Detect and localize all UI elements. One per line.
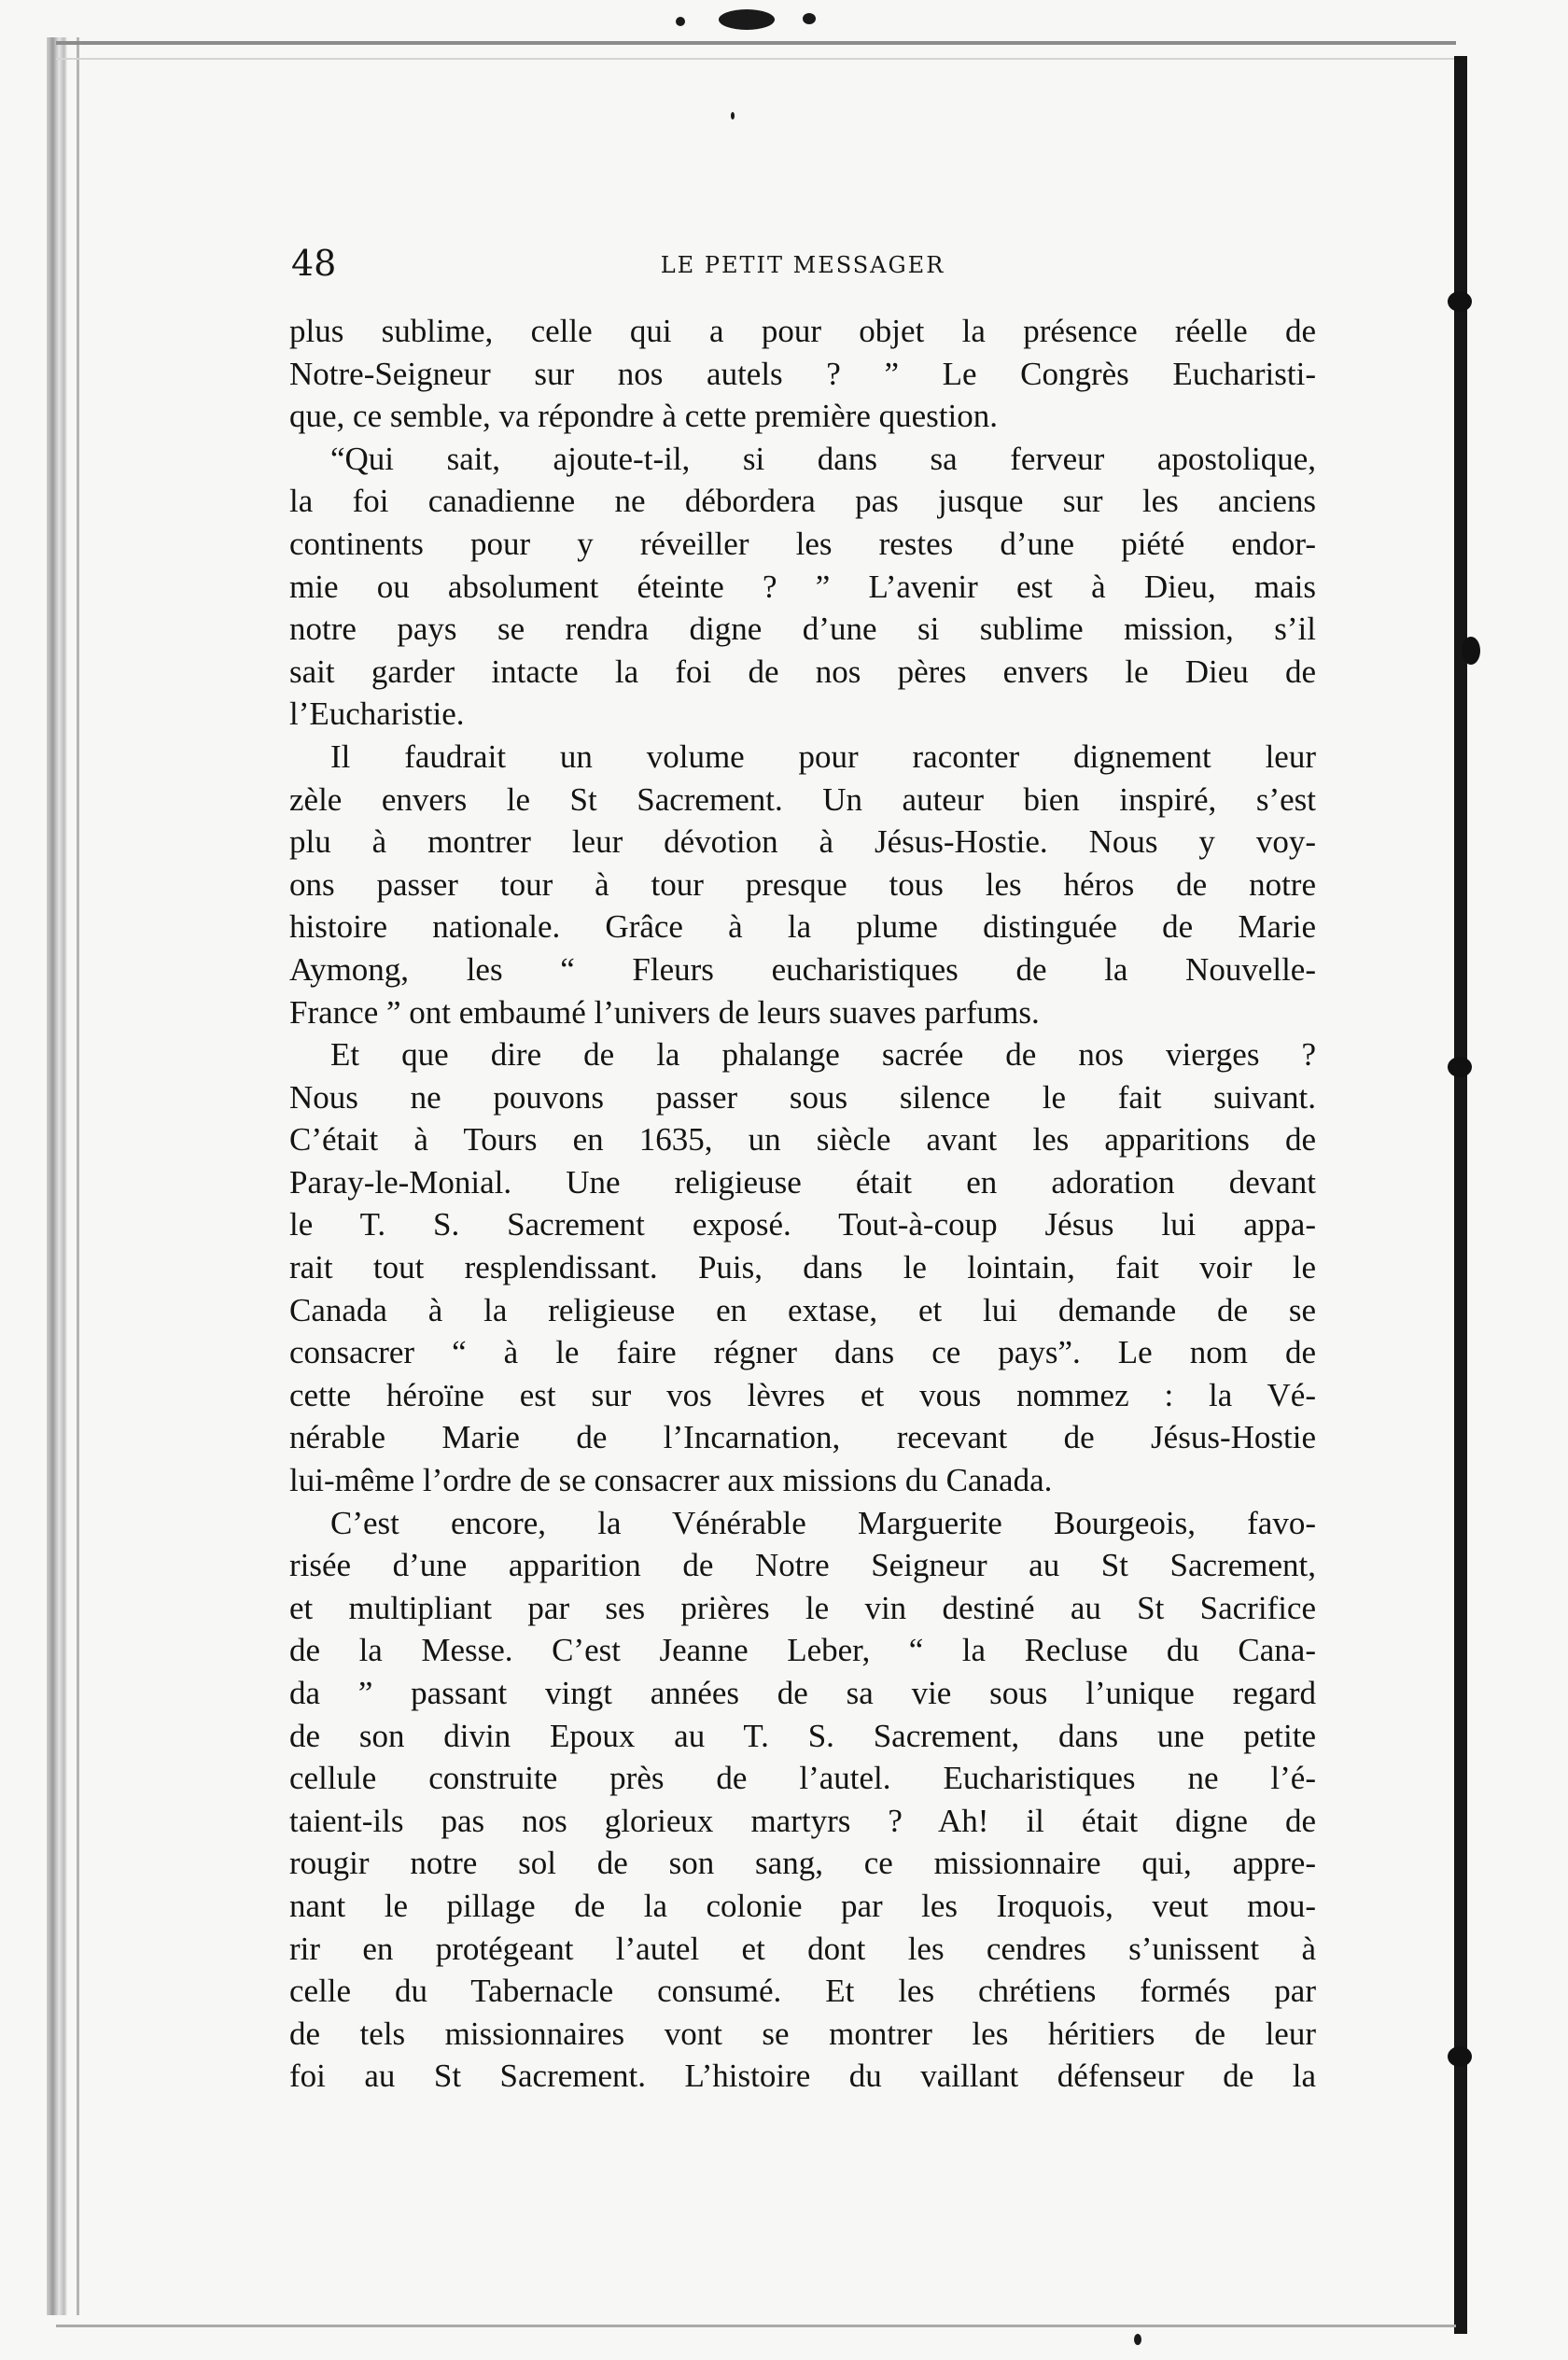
text-line: Notre-Seigneur sur nos autels ? ” Le Congrès Eucharisti- [289, 355, 1316, 392]
right-page-edge [1454, 56, 1467, 2334]
body-text [289, 310, 1316, 2098]
text-line: France ” ont embaumé l’univers de leurs suaves parfums. [289, 993, 1040, 1031]
text-line: Il faudrait un volume pour raconter dignement leur [330, 738, 1316, 775]
page-number: 48 [291, 243, 337, 284]
scan-speck [731, 112, 735, 119]
scan-speck [719, 9, 775, 30]
text-line: Et que dire de la phalange sacrée de nos vierges ? [330, 1036, 1316, 1074]
text-line: foi au St Sacrement. L’histoire du vaillant défenseur de la [289, 2058, 1316, 2095]
text-line: consacrer “ à le faire régner dans ce pays”. Le nom de [289, 1334, 1316, 1371]
text-line: le T. S. Sacrement exposé. Tout-à-coup Jésus lui appa- [289, 1206, 1316, 1243]
text-line: nérable Marie de l’Incarnation, recevant de Jésus-Hostie [289, 1419, 1316, 1456]
text-line: l’Eucharistie. [289, 695, 465, 733]
text-line: continents pour y réveiller les restes d’une piété endor- [289, 525, 1316, 562]
text-line: C’était à Tours en 1635, un siècle avant les apparitions de [289, 1121, 1316, 1159]
text-line: da ” passant vingt années de sa vie sous l’unique regard [289, 1675, 1316, 1711]
scan-speck [676, 17, 685, 26]
text-line: plus sublime, celle qui a pour objet la présence réelle de [289, 313, 1316, 349]
text-line: risée d’une apparition de Notre Seigneur au St Sacrement, [289, 1547, 1316, 1584]
text-line: Canada à la religieuse en extase, et lui demande de se [289, 1291, 1316, 1328]
page-top-shadow [56, 58, 1456, 60]
text-line: C’est encore, la Vénérable Marguerite Bourgeois, favo- [330, 1504, 1316, 1541]
text-line: cette héroïne est sur vos lèvres et vous nommez : la Vé- [289, 1376, 1316, 1413]
binding-mark [1462, 637, 1480, 665]
text-line: notre pays se rendra digne d’une si sublime mission, s’il [289, 611, 1316, 648]
text-line: mie ou absolument éteinte ? ” L’avenir est à Dieu, mais [289, 568, 1316, 605]
text-line: de la Messe. C’est Jeanne Leber, “ la Recluse du Cana- [289, 1632, 1316, 1669]
text-line: que, ce semble, va répondre à cette première question. [289, 398, 998, 435]
scan-speck [1134, 2334, 1141, 2345]
scan-speck [803, 13, 816, 24]
text-line: zèle envers le St Sacrement. Un auteur bien inspiré, s’est [289, 780, 1316, 818]
text-line: plu à montrer leur dévotion à Jésus-Hostie. Nous y voy- [289, 823, 1316, 861]
book-page [289, 243, 1316, 2110]
text-line: rougir notre sol de son sang, ce missionnaire qui, appre- [289, 1845, 1316, 1882]
text-line: sait garder intacte la foi de nos pères envers le Dieu de [289, 653, 1316, 690]
text-line: nant le pillage de la colonie par les Iroquois, veut mou- [289, 1887, 1316, 1924]
book-spine-edge [47, 37, 67, 2315]
page-gutter-line [77, 37, 79, 2315]
text-line: et multipliant par ses prières le vin destiné au St Sacrifice [289, 1589, 1316, 1626]
text-line: Nous ne pouvons passer sous silence le fait suivant. [289, 1078, 1316, 1116]
text-line: rir en protégeant l’autel et dont les cendres s’unissent à [289, 1930, 1316, 1967]
binding-mark [1448, 1057, 1472, 1077]
binding-mark [1448, 291, 1472, 312]
text-line: taient-ils pas nos glorieux martyrs ? Ah! il était digne de [289, 1802, 1316, 1839]
page-bottom-edge [56, 2325, 1456, 2327]
text-line: Aymong, les “ Fleurs eucharistiques de la Nouvelle- [289, 950, 1316, 988]
text-line: de tels missionnaires vont se montrer les héritiers de leur [289, 2015, 1316, 2052]
text-line: lui-même l’ordre de se consacrer aux missions du Canada. [289, 1462, 1053, 1499]
text-line: de son divin Epoux au T. S. Sacrement, dans une petite [289, 1717, 1316, 1754]
text-line: cellule construite près de l’autel. Eucharistiques ne l’é- [289, 1760, 1316, 1797]
binding-mark [1448, 2046, 1472, 2067]
page-header [289, 243, 1316, 289]
text-line: histoire nationale. Grâce à la plume distinguée de Marie [289, 908, 1316, 946]
running-title: LE PETIT MESSAGER [660, 252, 945, 278]
page-top-edge [56, 41, 1456, 45]
text-line: rait tout resplendissant. Puis, dans le lointain, fait voir le [289, 1249, 1316, 1286]
text-line: ons passer tour à tour presque tous les héros de notre [289, 865, 1316, 903]
text-line: la foi canadienne ne débordera pas jusque sur les anciens [289, 483, 1316, 520]
text-line: Paray-le-Monial. Une religieuse était en adoration devant [289, 1163, 1316, 1201]
text-line: “Qui sait, ajoute-t-il, si dans sa ferveur apostolique, [330, 440, 1316, 477]
text-line: celle du Tabernacle consumé. Et les chrétiens formés par [289, 1973, 1316, 2010]
